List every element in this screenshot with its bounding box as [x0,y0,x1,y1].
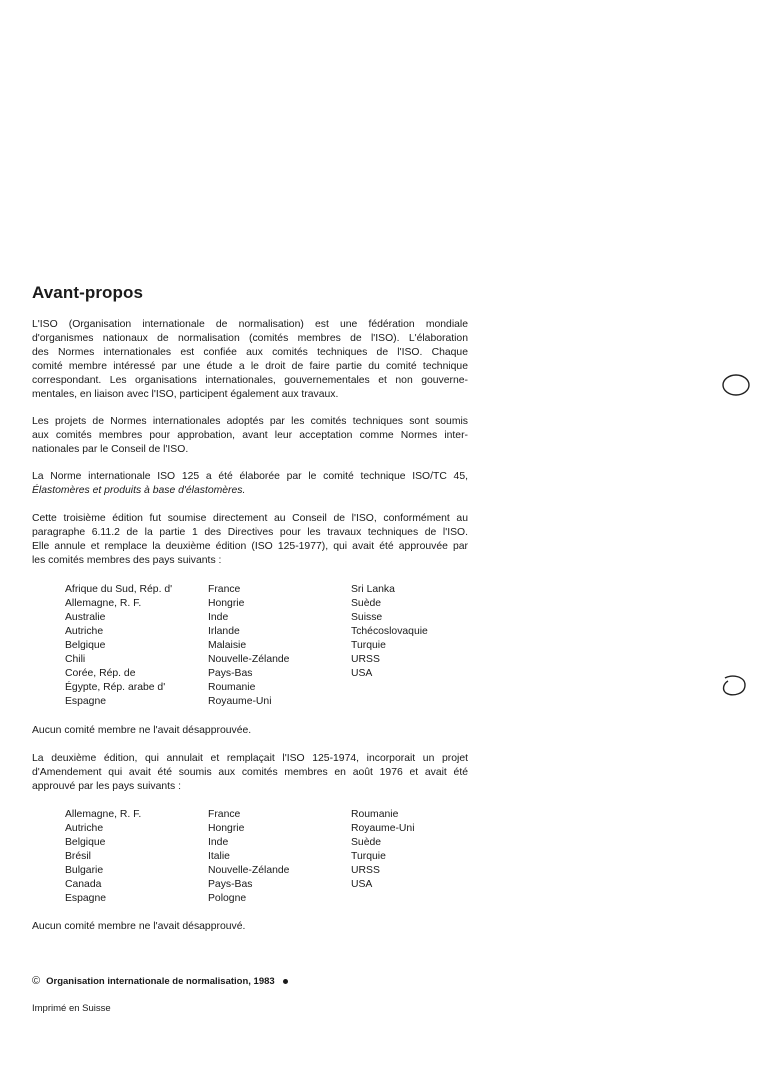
copyright-icon: © [32,975,41,987]
text-line: nationales par le Conseil de l'ISO. [32,443,189,455]
country-name: Turquie [351,640,386,651]
text-line: Aucun comité membre ne l'avait désapprouvée. [32,725,252,736]
country-name: Turquie [351,851,386,862]
country-name: Corée, Rép. de [65,668,136,679]
country-name: France [208,584,241,595]
paragraph-iso-125 [32,470,468,498]
text-line: comité membre intéressé par une étude a le droit de faire partie du comité technique [32,360,468,372]
country-name: Bulgarie [65,865,104,876]
country-name: Nouvelle-Zélande [208,865,290,876]
country-name: USA [351,668,373,679]
paragraph-no-disapproval-2 [32,920,468,934]
country-name: Allemagne, R. F. [65,598,142,609]
text-line: Les projets de Normes internationales adoptés par les comités techniques sont soumis [32,416,468,427]
country-name: Roumanie [351,809,399,820]
country-name: Canada [65,879,102,890]
country-name: Espagne [65,893,107,904]
text-line: aux comités membres pour approbation, avant leur acceptation comme Normes inter- [32,429,468,441]
country-name: Tchécoslovaquie [351,626,428,637]
country-name: URSS [351,865,380,876]
country-name: Sri Lanka [351,584,395,595]
country-column-1 [65,808,141,906]
country-column-3 [351,808,415,892]
country-column-2 [208,808,289,906]
paragraph-no-disapproval-1 [32,724,468,738]
paragraph-iso-intro [32,318,468,401]
country-name: Chili [65,654,86,665]
country-column-1 [65,583,172,709]
country-name: Égypte, Rép. arabe d' [65,682,166,693]
country-name: Pays-Bas [208,668,253,679]
country-name: Autriche [65,626,104,637]
country-name: Suisse [351,612,383,623]
country-name: Suède [351,598,382,609]
paragraph-second-edition [32,752,468,794]
country-column-2 [208,583,289,709]
country-column-3 [351,583,428,681]
text-line: L'ISO (Organisation internationale de normalisation) est une fédération mondiale [32,319,468,330]
text-line: mentales, en liaison avec l'ISO, participent également aux travaux. [32,388,339,400]
text-line: La deuxième édition, qui annulait et remplaçait l'ISO 125-1974, incorporait un projet [32,753,468,764]
country-name: URSS [351,654,380,665]
country-name: Belgique [65,640,106,651]
text-line: La Norme internationale ISO 125 a été élaborée par le comité technique ISO/TC 45, [32,471,468,482]
country-name: Inde [208,837,229,848]
paragraph-draft-standards [32,415,468,457]
copyright-line [32,975,288,987]
country-name: Autriche [65,823,104,834]
country-name: Inde [208,612,229,623]
text-line: correspondant. Les organisations internationales, gouvernementales et non gouverne- [32,374,468,386]
country-name: Roumanie [208,682,256,693]
country-name: Nouvelle-Zélande [208,654,290,665]
text-line: d'Amendement qui avait été soumis aux comités membres en août 1976 et avait été [32,766,468,778]
text-line: Cette troisième édition fut soumise directement au Conseil de l'ISO, conformément au [32,513,468,524]
country-name: Hongrie [208,823,245,834]
country-name: Afrique du Sud, Rép. d' [65,584,173,595]
punch-hole-icon [718,672,750,700]
country-name: France [208,809,241,820]
punch-hole-icon [720,372,752,398]
country-name: Allemagne, R. F. [65,809,142,820]
country-name: USA [351,879,373,890]
country-name: Australie [65,612,106,623]
country-list-1 [65,583,475,711]
page-title: Avant-propos [32,283,144,302]
text-line: Elle annule et remplace la deuxième édition (ISO 125-1977), qui avait été approuvée par [32,540,468,552]
country-name: Pologne [208,893,247,904]
committee-title: Élastomères et produits à base d'élastomères. [32,484,246,496]
text-line: approuvé par les pays suivants : [32,780,182,792]
country-name: Irlande [208,626,240,637]
bullet-icon [283,979,288,984]
country-name: Italie [208,851,230,862]
text-line: les comités membres des pays suivants : [32,554,222,566]
country-name: Brésil [65,851,91,862]
country-name: Hongrie [208,598,245,609]
text-line: paragraphe 6.11.2 de la partie 1 des Directives pour les travaux techniques de l'ISO. [32,526,468,538]
text-line: d'organismes nationaux de normalisation (comités membres de l'ISO). L'élaboration [32,332,468,344]
copyright-text: Organisation internationale de normalisation, 1983 [46,976,275,987]
country-list-2 [65,808,475,908]
country-name: Suède [351,837,382,848]
text-line: Aucun comité membre ne l'avait désapprouvé. [32,921,246,932]
country-name: Belgique [65,837,106,848]
country-name: Royaume-Uni [208,696,272,707]
printed-in: Imprimé en Suisse [32,1003,111,1014]
country-name: Royaume-Uni [351,823,415,834]
text-line: des Normes internationales est confiée aux comités techniques de l'ISO. Chaque [32,346,468,358]
country-name: Espagne [65,696,107,707]
country-name: Pays-Bas [208,879,253,890]
paragraph-third-edition [32,512,468,568]
country-name: Malaisie [208,640,247,651]
